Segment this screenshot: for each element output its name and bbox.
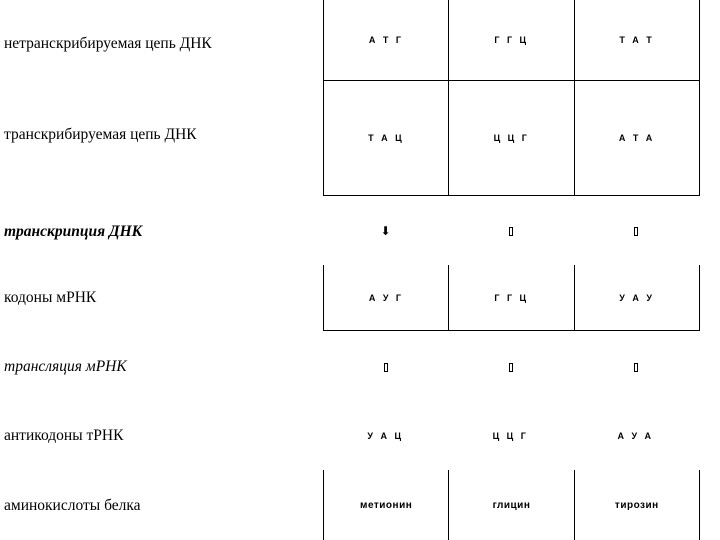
codon-cell: Г Г Ц: [449, 0, 574, 80]
missing-glyph-icon: [573, 220, 698, 242]
codon-cell: Ц Ц Г: [449, 81, 574, 195]
anticodon-cell: А У А: [617, 431, 654, 441]
row-cells-nontranscribed-dna: [323, 0, 700, 80]
codon-cell: Г Г Ц: [449, 265, 574, 330]
amino-acid-cell: тирозин: [575, 470, 700, 540]
codon-cell: А У Г: [324, 265, 449, 330]
row-arrows-translation: [323, 356, 699, 378]
missing-glyph-icon: [448, 356, 573, 378]
amino-acid-cell: метионин: [324, 470, 449, 540]
row-label-trna-anticodons: антикодоны тРНК: [4, 427, 124, 444]
row-label-translation: трансляция мРНК: [4, 358, 127, 375]
row-cells-transcribed-dna: [323, 80, 700, 196]
row-label-amino-acids: аминокислоты белка: [4, 497, 141, 514]
codon-cell: Т А Т: [575, 0, 700, 80]
row-arrows-transcription: [323, 220, 699, 242]
codon-cell: А Т А: [575, 81, 700, 195]
missing-glyph-icon: [323, 356, 448, 378]
row-label-transcribed-dna: транскрибируемая цепь ДНК: [4, 126, 197, 143]
row-cells-trna-anticodons: [323, 425, 699, 447]
arrow-down-icon: ⬇: [380, 224, 391, 238]
missing-glyph-icon: [448, 220, 573, 242]
row-cells-mrna-codons: [323, 265, 700, 331]
codon-cell: Т А Ц: [324, 81, 449, 195]
amino-acid-cell: глицин: [449, 470, 574, 540]
codon-cell: А Т Г: [324, 0, 449, 80]
row-label-mrna-codons: кодоны мРНК: [4, 289, 97, 306]
row-cells-amino-acids: [323, 470, 700, 540]
anticodon-cell: У А Ц: [367, 431, 404, 441]
codon-cell: У А У: [575, 265, 700, 330]
row-label-nontranscribed-dna: нетранскрибируемая цепь ДНК: [4, 35, 212, 52]
missing-glyph-icon: [573, 356, 698, 378]
anticodon-cell: Ц Ц Г: [492, 431, 529, 441]
row-label-transcription: транскрипция ДНК: [4, 223, 143, 240]
